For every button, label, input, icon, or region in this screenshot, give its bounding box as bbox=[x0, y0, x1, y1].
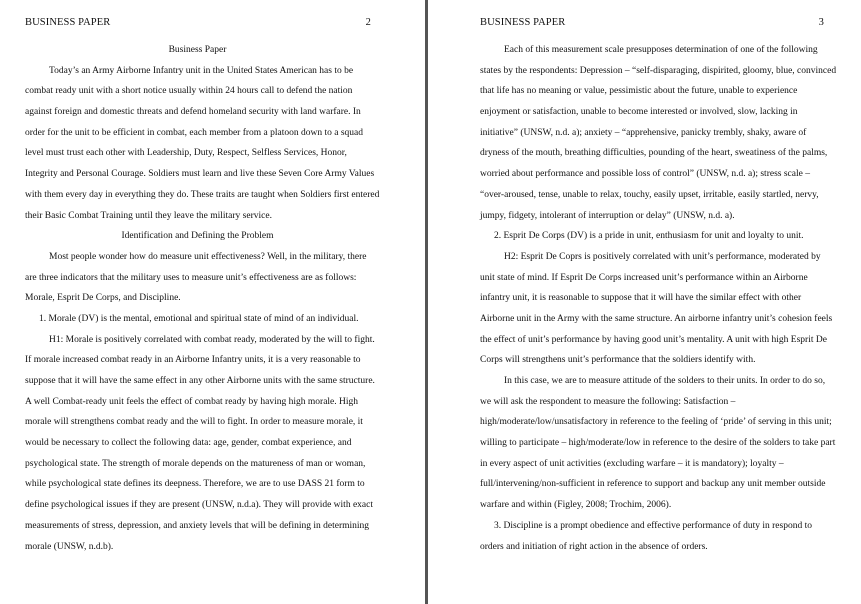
text-line: order for the unit to be efficient in combat, each member from a platoon down to a squad bbox=[25, 127, 364, 138]
text-line: Business Paper bbox=[168, 45, 227, 55]
text-line: level must trust each other with Leadership, Duty, Respect, Selfless Services, Honor, bbox=[25, 148, 347, 159]
text-line: define psychological issues if they are present (UNSW, n.d.a). They will provide with exact bbox=[25, 500, 373, 511]
text-line: Identification and Defining the Problem bbox=[121, 231, 274, 242]
text-line: would be necessary to collect the following data: age, gender, combat experience, and bbox=[25, 438, 352, 449]
text-line: A well Combat-ready unit feels the effect of combat ready by having high morale. High bbox=[25, 396, 359, 407]
text-line: warfare and within (Figley, 2008; Trochim, 2006). bbox=[480, 500, 672, 511]
text-line: H2: Esprit De Coprs is positively correlated with unit’s performance, moderated by bbox=[504, 251, 821, 262]
text-line: while psychological state defines its deepness. Therefore, we are to use DASS 21 form to bbox=[25, 479, 365, 490]
text-line: are three indicators that the military uses to measure unit’s effectiveness are as follows: bbox=[25, 272, 357, 283]
text-line: Corps will strengthens unit’s performance that the soldiers identify with. bbox=[480, 355, 756, 366]
text-line: enjoyment or satisfaction, unable to become interested or involved, slow, lacking in bbox=[480, 107, 798, 118]
text-line: psychological state. The strength of morale depends on the matureness of man or woman, bbox=[25, 458, 366, 469]
running-head: BUSINESS PAPER bbox=[480, 17, 566, 28]
text-line: jumpy, fidgety, intolerant of interruption or delay” (UNSW, n.d. a). bbox=[480, 210, 735, 221]
text-line: orders and initiation of right action in the absence of orders. bbox=[480, 541, 708, 552]
text-line: willing to participate – high/moderate/low in reference to the desire of the solders to take part bbox=[480, 438, 836, 449]
text-line: with them every day in everything they do. These traits are taught when Soldiers first entered bbox=[25, 189, 380, 200]
page-number: 2 bbox=[365, 17, 371, 28]
text-line: the effect of unit’s performance by having good unit’s mentality. A unit with high Esprit De bbox=[480, 334, 827, 345]
text-line: H1: Morale is positively correlated with combat ready, moderated by the will to fight. bbox=[49, 334, 375, 345]
text-line: morale (UNSW, n.d.b). bbox=[25, 541, 114, 552]
text-line: Each of this measurement scale presupposes determination of one of the following bbox=[504, 45, 818, 55]
text-line: dryness of the mouth, breathing difficulties, pounding of the heart, sweatiness of the palms, bbox=[480, 148, 828, 159]
text-line: their Basic Combat Training until they leave the military service. bbox=[25, 210, 272, 221]
page-body bbox=[25, 40, 380, 557]
page-body bbox=[480, 40, 837, 557]
text-line: that life has no meaning or value, pessimistic about the future, unable to experience bbox=[480, 86, 798, 97]
text-line: morale will strengthens combat ready and the will to fight. In order to measure morale, it bbox=[25, 417, 363, 428]
text-line: 1. Morale (DV) is the mental, emotional and spiritual state of mind of an individual. bbox=[39, 313, 359, 324]
text-line: infantry unit, it is reasonable to suppose that it will have the similar effect with other bbox=[480, 293, 802, 304]
page-2 bbox=[0, 0, 425, 604]
text-line: Airborne unit in the Army with the same structure. An airborne infantry unit’s cohesion feels bbox=[480, 313, 833, 324]
running-head: BUSINESS PAPER bbox=[25, 17, 111, 28]
text-line: If morale increased combat ready in an Airborne Infantry units, it is a very reasonable to bbox=[25, 355, 361, 366]
text-line: worried about performance and possible loss of control” (UNSW, n.d. a); stress scale – bbox=[480, 169, 810, 180]
text-line: states by the respondents: Depression – “self-disparaging, dispirited, gloomy, blue, convinced bbox=[480, 65, 837, 76]
text-line: unit state of mind. If Esprit De Corps increased unit’s performance within an Airborne bbox=[480, 272, 808, 283]
text-line: combat ready unit with a short notice usually within 24 hours call to defend the nation bbox=[25, 86, 353, 97]
text-line: we will ask the respondent to measure the following: Satisfaction – bbox=[480, 396, 736, 407]
text-line: initiative” (UNSW, n.d. a); anxiety – “apprehensive, panicky trembly, shaky, aware of bbox=[480, 127, 807, 138]
text-line: in every aspect of unit activities (excluding warfare – it is mandatory); loyalty – bbox=[480, 458, 784, 469]
text-line: full/intervening/non-sufficient in reference to support and backup any unit member outside bbox=[480, 479, 826, 490]
page-number: 3 bbox=[818, 17, 824, 28]
text-line: against foreign and domestic threats and defend homeland security with land warfare. In bbox=[25, 107, 361, 118]
text-line: In this case, we are to measure attitude of the solders to their units. In order to do so, bbox=[504, 376, 826, 386]
text-line: 3. Discipline is a prompt obedience and effective performance of duty in respond to bbox=[494, 520, 812, 531]
text-line: Most people wonder how do measure unit effectiveness? Well, in the military, there bbox=[49, 251, 367, 262]
text-line: measurements of stress, depression, and anxiety levels that will be defining in determining bbox=[25, 520, 370, 531]
text-line: suppose that it will have the same effect in any other Airborne units with the same structure. bbox=[25, 376, 375, 386]
text-line: Morale, Esprit De Corps, and Discipline. bbox=[25, 293, 181, 304]
text-line: Today’s an Army Airborne Infantry unit in the United States American has to be bbox=[49, 65, 354, 76]
text-line: “over-aroused, tense, unable to relax, touchy, easily upset, irritable, easily startled, nervy, bbox=[480, 189, 819, 200]
text-line: Integrity and Personal Courage. Soldiers must learn and live these Seven Core Army Values bbox=[25, 169, 375, 180]
text-line: 2. Esprit De Corps (DV) is a pride in unit, enthusiasm for unit and loyalty to unit. bbox=[494, 231, 804, 242]
text-line: high/moderate/low/unsatisfactory in reference to the feeling of ‘pride’ of serving in this unit; bbox=[480, 417, 832, 428]
page-3 bbox=[428, 0, 861, 604]
